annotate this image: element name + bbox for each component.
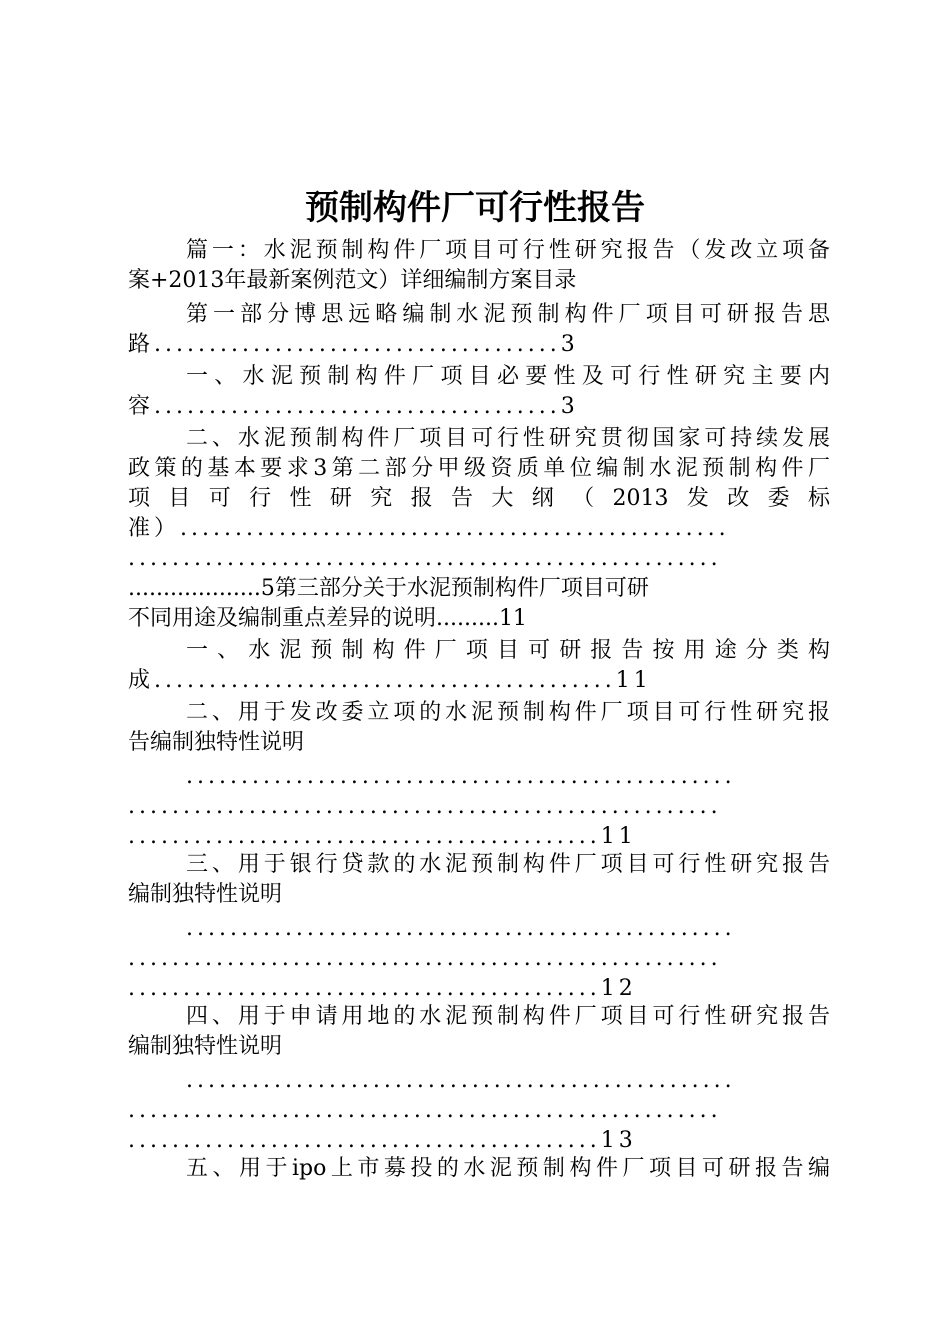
text-line: 二、水泥预制构件厂项目可行性研究贯彻国家可持续发展 xyxy=(186,426,830,451)
document-title: 预制构件厂可行性报告 xyxy=(305,188,645,228)
text-line: 一、水泥预制构件厂项目可研报告按用途分类构 xyxy=(186,638,830,663)
text-line: 政策的基本要求3第二部分甲级资质单位编制水泥预制构件厂 xyxy=(128,456,830,481)
text-line: ...........................................13 xyxy=(128,1128,637,1153)
text-line: 编制独特性说明 xyxy=(128,882,283,907)
text-line: .................................................. xyxy=(186,916,736,941)
text-line: 四、用于申请用地的水泥预制构件厂项目可行性研究报告 xyxy=(186,1004,830,1029)
text-line: 告编制独特性说明 xyxy=(128,730,305,755)
text-line: 三、用于银行贷款的水泥预制构件厂项目可行性研究报告 xyxy=(186,852,830,877)
text-line: 编制独特性说明 xyxy=(128,1034,283,1059)
text-line: ...........................................11 xyxy=(128,824,637,849)
text-line: ...................................................... xyxy=(128,546,722,571)
text-line: 准）.................................................. xyxy=(128,516,730,541)
text-line: ...................5第三部分关于水泥预制构件厂项目可研 xyxy=(128,576,649,601)
text-line: 五、用于ipo上市募投的水泥预制构件厂项目可研报告编 xyxy=(186,1156,830,1181)
text-line: ...................................................... xyxy=(128,1098,722,1123)
text-line: 项目可行性研究报告大纲（2013发改委标 xyxy=(128,486,830,511)
text-line: 二、用于发改委立项的水泥预制构件厂项目可行性研究报 xyxy=(186,700,830,725)
text-line: ...................................................... xyxy=(128,946,722,971)
text-line: .................................................. xyxy=(186,1068,736,1093)
text-line: 容.....................................3 xyxy=(128,394,579,419)
text-line: 案+2013年最新案例范文）详细编制方案目录 xyxy=(128,268,577,293)
text-line: 一、水泥预制构件厂项目必要性及可行性研究主要内 xyxy=(186,364,830,389)
text-line: .................................................. xyxy=(186,764,736,789)
text-line: 篇一：水泥预制构件厂项目可行性研究报告（发改立项备 xyxy=(186,238,830,263)
text-line: 第一部分博思远略编制水泥预制构件厂项目可研报告思 xyxy=(186,302,830,327)
text-line: ...................................................... xyxy=(128,794,722,819)
text-line: 路.....................................3 xyxy=(128,332,579,357)
text-line: 成..........................................11 xyxy=(128,668,652,693)
text-line: 不同用途及编制重点差异的说明.........11 xyxy=(128,606,527,631)
text-line: ...........................................12 xyxy=(128,976,637,1001)
